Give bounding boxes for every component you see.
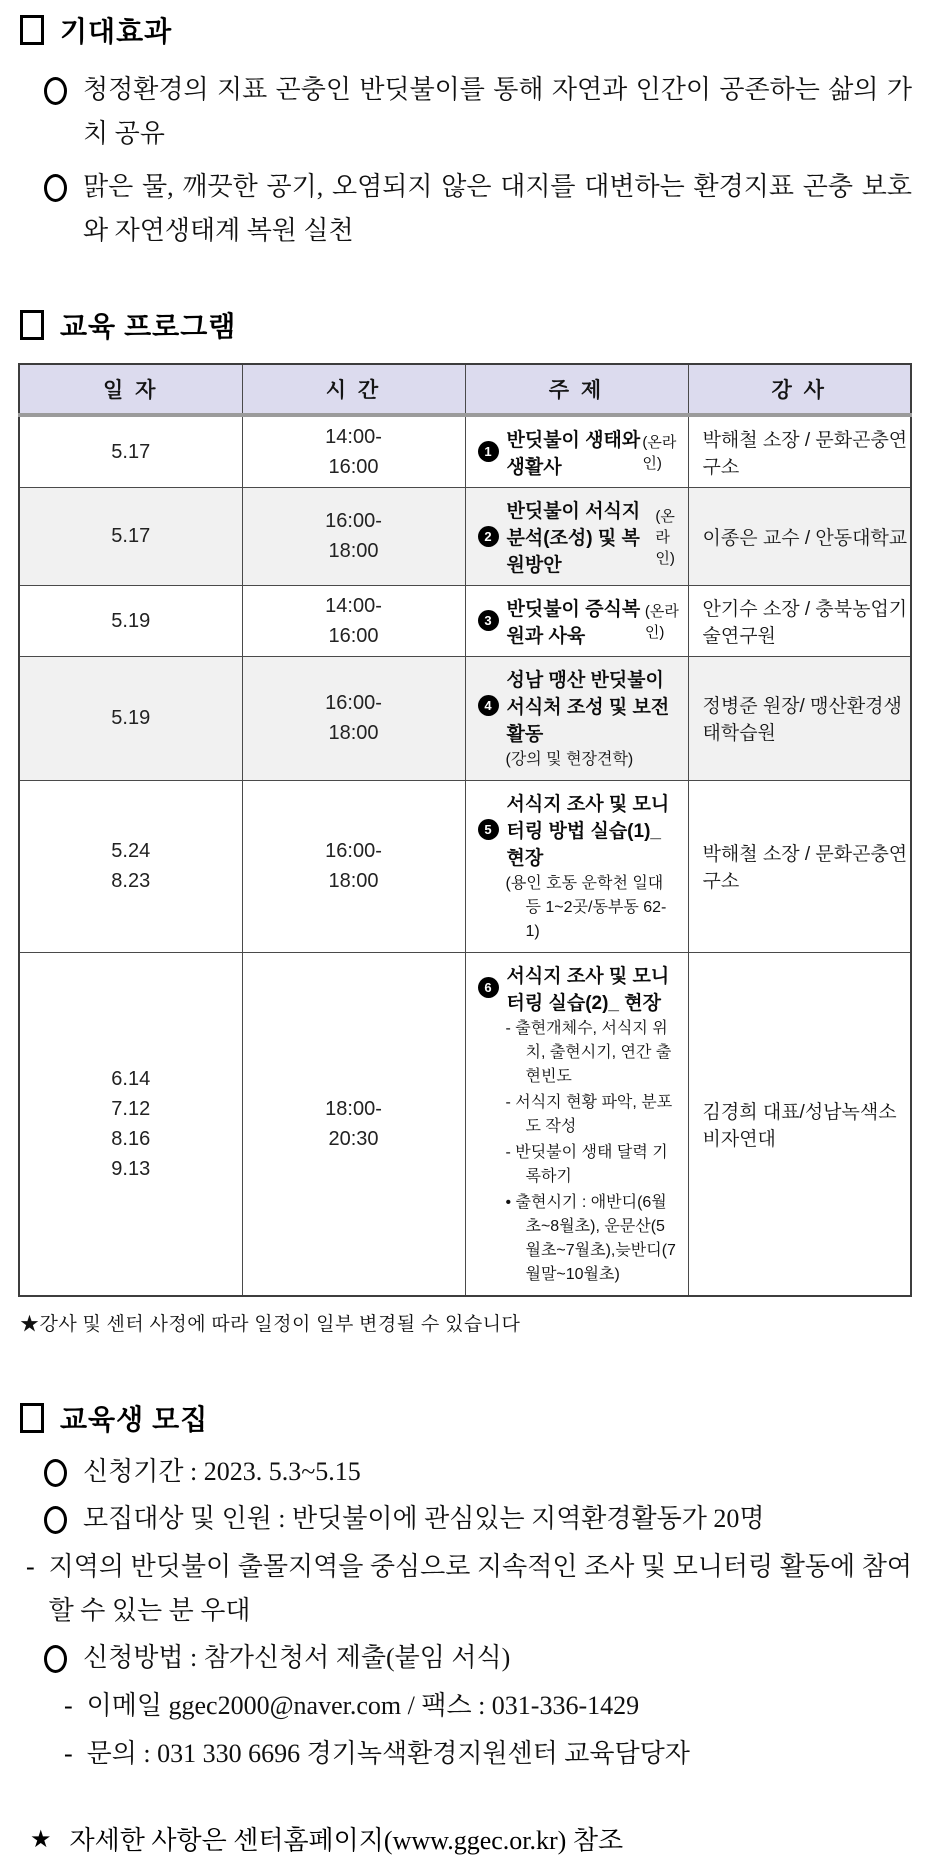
instructor-cell: 김경희 대표/성남녹색소비자연대 (688, 952, 911, 1296)
date-value: 5.19 (111, 609, 151, 632)
instructor-cell: 이종은 교수 / 안동대학교 (688, 487, 911, 585)
subject-detail: (용인 호동 운학천 일대 등 1~2곳/동부동 62-1) (505, 874, 667, 940)
subject-title (478, 594, 680, 648)
date-value: 6.14 (111, 1067, 151, 1090)
time-cell (242, 952, 465, 1296)
table-row (19, 585, 911, 656)
dash-bullet-icon: - (64, 1738, 73, 1768)
subject-title (478, 665, 680, 746)
list-item (18, 1636, 912, 1680)
table-row (19, 656, 911, 780)
final-note (30, 1821, 912, 1860)
date-value: 7.12 (111, 1097, 151, 1120)
square-bullet-icon (20, 310, 44, 340)
time-value: 14:00- (325, 594, 382, 617)
circle-bullet-icon (44, 174, 67, 202)
list-item-text: 문의 : 031 330 6696 경기녹색환경지원센터 교육담당자 (86, 1738, 690, 1768)
square-bullet-icon (20, 1403, 44, 1433)
list-item-text: 신청기간 : 2023. 5.3~5.15 (83, 1456, 361, 1486)
time-cell (242, 487, 465, 585)
subject-suffix: (온라인) (644, 602, 679, 641)
numbered-circle-icon: 5 (478, 819, 499, 840)
subject-detail: - 출현개체수, 서식지 위치, 출현시기, 연간 출현빈도 (505, 1019, 672, 1085)
table-row (19, 780, 911, 952)
subject-text: 반딧불이 서식지 분석(조성) 및 복원방안 (506, 500, 641, 576)
date-cell (19, 656, 242, 780)
square-bullet-icon (20, 15, 44, 45)
star-icon: ★ (30, 1827, 52, 1854)
section-program (18, 305, 912, 1336)
date-value: 9.13 (111, 1157, 151, 1180)
numbered-circle-icon: 2 (478, 526, 499, 547)
subject-cell (465, 415, 688, 488)
time-cell (242, 780, 465, 952)
list-item (18, 1684, 912, 1728)
subject-cell (465, 487, 688, 585)
subject-cell (465, 656, 688, 780)
date-value: 8.16 (111, 1127, 151, 1150)
date-cell (19, 952, 242, 1296)
circle-bullet-icon (44, 77, 67, 105)
subject-title (478, 425, 680, 479)
subject-title (478, 961, 680, 1015)
section-expected-effects (18, 10, 912, 253)
effects-list (18, 68, 912, 253)
list-item-text: 신청방법 : 참가신청서 제출(붙임 서식) (83, 1643, 511, 1673)
section-title: 기대효과 (60, 17, 173, 48)
column-header: 일 자 (19, 364, 242, 415)
subject-cell (465, 585, 688, 656)
dash-bullet-icon: - (26, 1552, 35, 1582)
date-cell (19, 487, 242, 585)
subject-detail: - 반딧불이 생태 달력 기록하기 (505, 1143, 668, 1185)
circle-bullet-icon (44, 1506, 67, 1534)
section-heading-effects (20, 10, 912, 50)
instructor-cell: 안기수 소장 / 충북농업기술연구원 (688, 585, 911, 656)
list-item (44, 165, 912, 252)
program-table-body (19, 415, 911, 1296)
date-cell (19, 415, 242, 488)
date-value: 8.23 (111, 870, 151, 893)
time-cell (242, 585, 465, 656)
list-item (18, 1497, 912, 1541)
subject-text: 서식지 조사 및 모니터링 방법 실습(1)_ 현장 (506, 793, 670, 869)
section-heading-recruit (20, 1398, 912, 1438)
recruit-list (18, 1450, 912, 1776)
time-value: 18:00 (328, 870, 379, 893)
date-cell (19, 585, 242, 656)
instructor-cell: 박해철 소장 / 문화곤충연구소 (688, 415, 911, 488)
time-value: 18:00 (328, 540, 379, 563)
time-value: 16:00 (328, 624, 379, 647)
date-value: 5.19 (111, 707, 151, 730)
subject-title (478, 789, 680, 870)
section-recruitment (18, 1398, 912, 1776)
subject-text: 반딧불이 증식복원과 사육 (506, 598, 641, 647)
final-note-text: 자세한 사항은 센터홈페이지(www.ggec.or.kr) 참조 (69, 1826, 624, 1856)
subject-text: 성남 맹산 반딧불이 서식처 조성 및 보전활동 (506, 669, 670, 745)
program-table-head (19, 364, 911, 415)
schedule-change-footnote: ★강사 및 센터 사정에 따라 일정이 일부 변경될 수 있습니다 (20, 1313, 521, 1335)
list-item (18, 1450, 912, 1494)
table-row (19, 487, 911, 585)
section-heading-program (20, 305, 912, 345)
time-value: 14:00- (325, 425, 382, 448)
list-item-text: 청정환경의 지표 곤충인 반딧불이를 통해 자연과 인간이 공존하는 삶의 가치 공유 (83, 75, 912, 148)
column-header: 주 제 (465, 364, 688, 415)
subject-detail: (강의 및 현장견학) (505, 750, 634, 768)
list-item-text: 맑은 물, 깨끗한 공기, 오염되지 않은 대지를 대변하는 환경지표 곤충 보호와 자연생태계 복원 실천 (83, 172, 912, 246)
circle-bullet-icon (44, 1459, 67, 1487)
numbered-circle-icon: 6 (478, 977, 499, 998)
section-title: 교육 프로그램 (60, 311, 237, 343)
list-item-text: 이메일 ggec2000@naver.com / 팩스 : 031-336-1429 (86, 1691, 640, 1721)
subject-title (478, 496, 680, 577)
time-value: 18:00- (325, 1097, 382, 1120)
list-item-text: 지역의 반딧불이 출몰지역을 중심으로 지속적인 조사 및 모니터링 활동에 참여 할 수 있는 분 우대 (48, 1552, 912, 1625)
list-item-text: 모집대상 및 인원 : 반딧불이에 관심있는 지역환경활동가 20명 (83, 1504, 765, 1534)
numbered-circle-icon: 3 (478, 610, 499, 631)
list-item (18, 1545, 912, 1632)
subject-text: 반딧불이 생태와 생활사 (506, 429, 641, 478)
circle-bullet-icon (44, 1645, 67, 1673)
time-value: 16:00- (325, 840, 382, 863)
time-value: 16:00- (325, 510, 382, 533)
time-value: 20:30 (328, 1127, 379, 1150)
time-cell (242, 656, 465, 780)
table-header-row (19, 364, 911, 415)
subject-detail: • 출현시기 : 애반디(6월초~8월초), 운문산(5월초~7월초),늦반디(7월말~10월초) (505, 1193, 676, 1283)
section-title: 교육생 모집 (60, 1404, 209, 1436)
time-value: 18:00 (328, 722, 379, 745)
table-row (19, 415, 911, 488)
numbered-circle-icon: 4 (478, 695, 499, 716)
table-row (19, 952, 911, 1296)
list-item (44, 68, 912, 155)
program-table (18, 363, 912, 1297)
subject-detail: - 서식지 현황 파악, 분포도 작성 (505, 1093, 673, 1135)
instructor-cell: 정병준 원장/ 맹산환경생태학습원 (688, 656, 911, 780)
date-value: 5.24 (111, 840, 151, 863)
dash-bullet-icon: - (64, 1691, 73, 1721)
column-header: 시 간 (242, 364, 465, 415)
date-value: 5.17 (111, 525, 151, 548)
subject-suffix: (온라인) (655, 507, 675, 567)
date-value: 5.17 (111, 440, 151, 463)
list-item (18, 1732, 912, 1776)
time-cell (242, 415, 465, 488)
time-value: 16:00- (325, 692, 382, 715)
time-value: 16:00 (328, 455, 379, 478)
subject-cell (465, 780, 688, 952)
subject-suffix: (온라인) (642, 433, 677, 472)
column-header: 강 사 (688, 364, 911, 415)
numbered-circle-icon: 1 (478, 441, 499, 462)
instructor-cell: 박해철 소장 / 문화곤충연구소 (688, 780, 911, 952)
date-cell (19, 780, 242, 952)
subject-cell (465, 952, 688, 1296)
subject-text: 서식지 조사 및 모니터링 실습(2)_ 현장 (506, 965, 670, 1014)
